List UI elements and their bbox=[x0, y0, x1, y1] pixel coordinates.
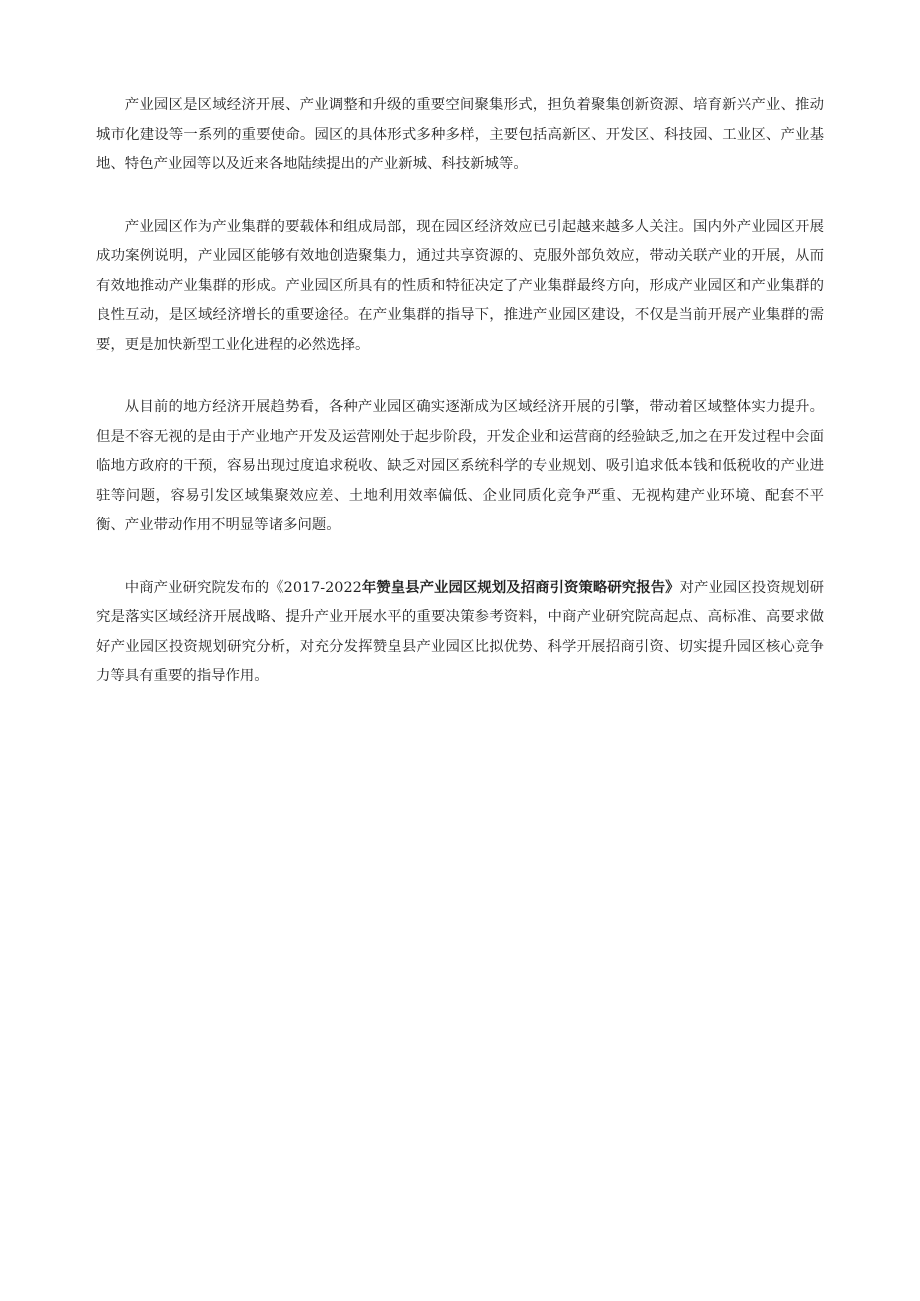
paragraph-4-intro: 中商产业研究院发布的《2017-2022 bbox=[124, 579, 362, 596]
report-title: 年赞皇县产业园区规划及招商引资策略研究报告》 bbox=[361, 579, 680, 596]
paragraph-2: 产业园区作为产业集群的要载体和组成局部，现在园区经济效应已引起越来越多人关注。国内外产业园区开展成功案例说明，产业园区能够有效地创造聚集力，通过共享资源的、克服外部负效应，带动关联产业的开展，从而有效地推动产业集群的形成。产业园区所具有的性质和特征决定了产业集群最终方向，形成产业园区和产业集群的良性互动，是区域经济增长的重要途径。在产业集群的指导下，推进产业园区建设，不仅是当前开展产业集群的需要，更是加快新型工业化进程的必然选择。 bbox=[96, 218, 824, 353]
paragraph-1: 产业园区是区域经济开展、产业调整和升级的重要空间聚集形式，担负着聚集创新资源、培育新兴产业、推动城市化建设等一系列的重要使命。园区的具体形式多种多样，主要包括高新区、开发区、科技园、工业区、产业基地、特色产业园等以及近来各地陆续提出的产业新城、科技新城等。 bbox=[96, 97, 824, 172]
paragraph-4-body: 对产业园区投资规划研究是落实区域经济开展战略、提升产业开展水平的重要决策参考资料，中商产业研究院高起点、高标准、高要求做好产业园区投资规划研究分析，对充分发挥赞皇县产业园区比拟优势、科学开展招商引资、切实提升园区核心竞争力等具有重要的指导作用。 bbox=[96, 579, 824, 684]
paragraph-3: 从目前的地方经济开展趋势看，各种产业园区确实逐渐成为区域经济开展的引擎，带动着区域整体实力提升。但是不容无视的是由于产业地产开发及运营刚处于起步阶段，开发企业和运营商的经验缺乏,加之在开发过程中会面临地方政府的干预，容易出现过度追求税收、缺乏对园区系统科学的专业规划、吸引追求低本钱和低税收的产业进驻等问题，容易引发区域集聚效应差、土地利用效率偏低、企业同质化竞争严重、无视构建产业环境、配套不平衡、产业带动作用不明显等诸多问题。 bbox=[96, 399, 824, 533]
document-body bbox=[96, 91, 824, 725]
paragraph-4 bbox=[96, 574, 824, 692]
